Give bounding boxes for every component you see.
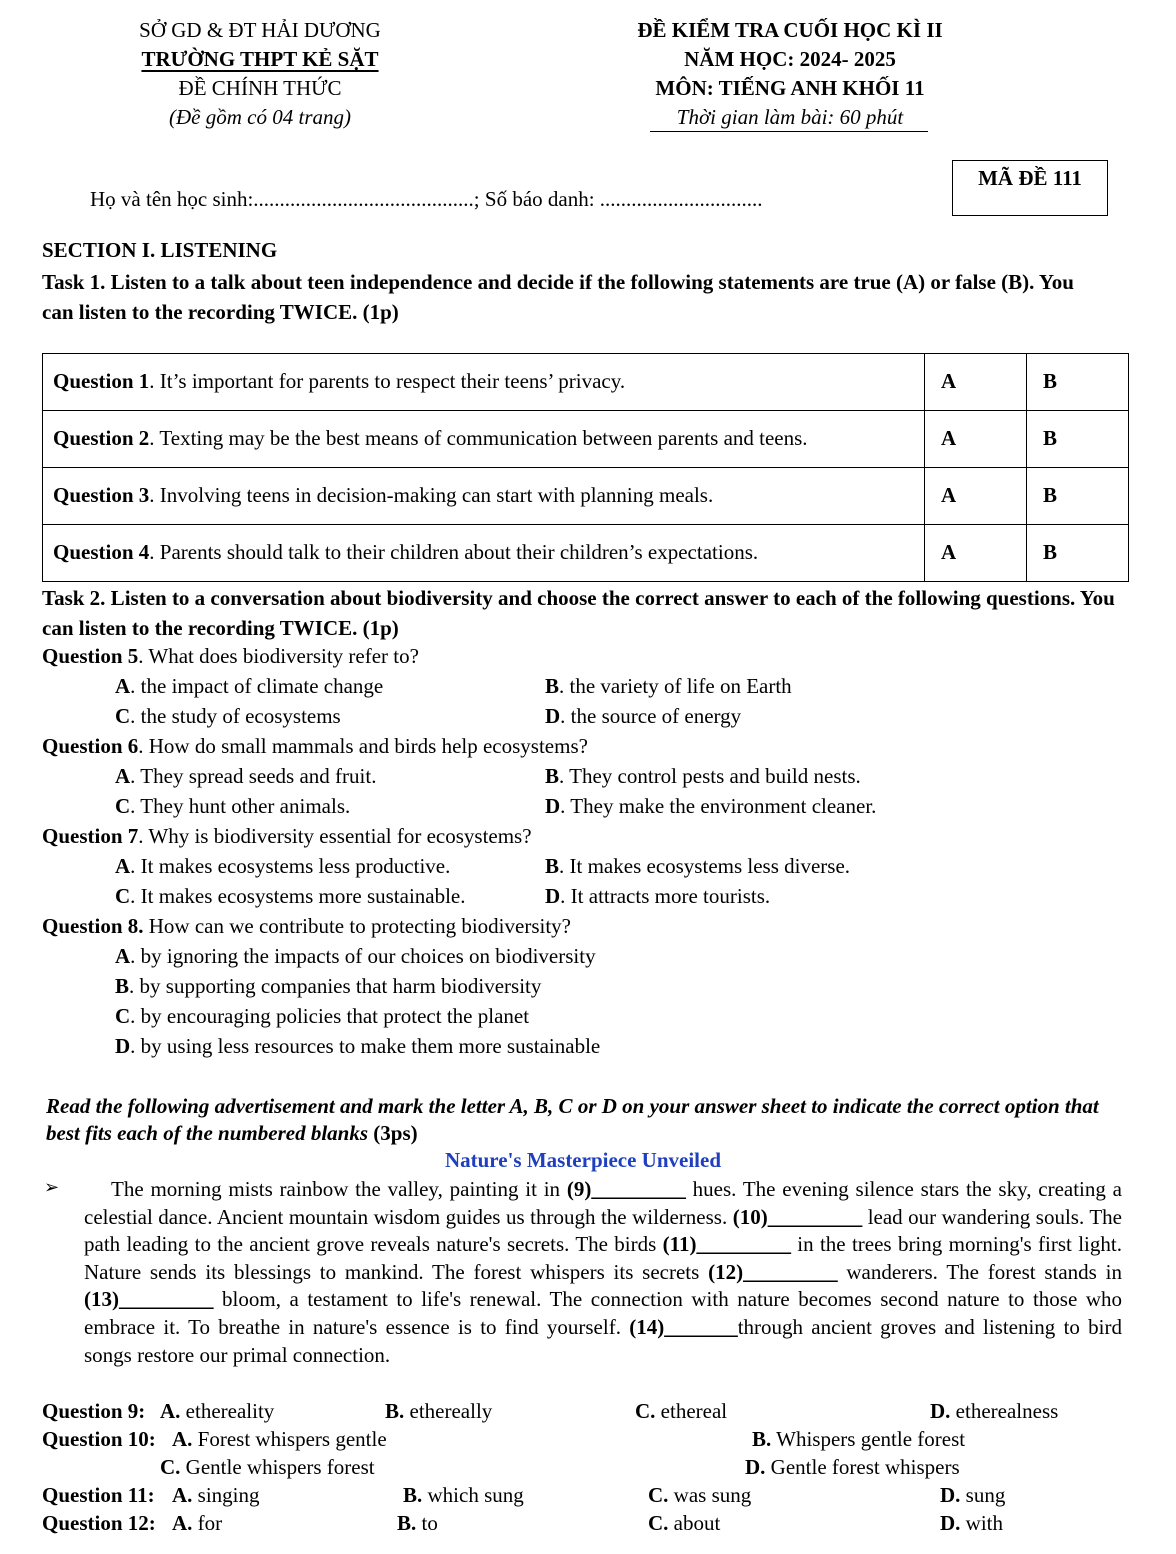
question-8: Question 8. How can we contribute to protecting biodiversity? <box>42 914 571 938</box>
blank-10[interactable]: (10)_________ <box>732 1204 863 1229</box>
q10-option-a[interactable]: A. Forest whispers gentle <box>172 1427 387 1451</box>
question-text: . It’s important for parents to respect their teens’ privacy. <box>149 369 626 394</box>
q6-option-b[interactable]: B. They control pests and build nests. <box>545 764 861 788</box>
department-name: SỞ GD & ĐT HẢI DƯƠNG <box>139 18 381 42</box>
table-row <box>43 354 1129 411</box>
question-label: Question 3 <box>53 483 150 508</box>
true-false-table <box>42 353 1129 582</box>
table-row <box>43 468 1129 525</box>
q7-option-b[interactable]: B. It makes ecosystems less diverse. <box>545 854 851 878</box>
bullet-arrow-icon: ➢ <box>44 1177 60 1198</box>
q11-option-a[interactable]: A. singing <box>172 1483 260 1507</box>
q10-option-c[interactable]: C. Gentle whispers forest <box>160 1455 375 1479</box>
school-header <box>90 16 430 132</box>
duration-underline <box>650 131 928 132</box>
question-label: Question 2 <box>53 426 150 451</box>
q8-option-d[interactable]: D. by using less resources to make them more sustainable <box>115 1034 601 1058</box>
option-a-cell[interactable]: A <box>925 525 1027 582</box>
q10-option-b[interactable]: B. Whispers gentle forest <box>752 1427 966 1451</box>
question-11-label: Question 11: <box>42 1483 155 1507</box>
question-10-label: Question 10: <box>42 1427 156 1451</box>
q5-option-b[interactable]: B. the variety of life on Earth <box>545 674 792 698</box>
subject: MÔN: TIẾNG ANH KHỐI 11 <box>655 76 925 100</box>
question-12-label: Question 12: <box>42 1511 156 1535</box>
q7-option-c[interactable]: C. It makes ecosystems more sustainable. <box>115 884 466 908</box>
option-b-cell[interactable]: B <box>1027 354 1129 411</box>
option-a-cell[interactable]: A <box>925 411 1027 468</box>
q5-option-c[interactable]: C. the study of ecosystems <box>115 704 341 728</box>
q5-option-d[interactable]: D. the source of energy <box>545 704 742 728</box>
section-title: SECTION I. LISTENING <box>42 238 278 262</box>
blank-14[interactable]: (14)_______ <box>629 1314 738 1339</box>
question-6: Question 6. How do small mammals and birds help ecosystems? <box>42 734 588 758</box>
q9-option-b[interactable]: B. ethereally <box>385 1399 493 1423</box>
q6-option-d[interactable]: D. They make the environment cleaner. <box>545 794 877 818</box>
advertisement-title: Nature's Masterpiece Unveiled <box>444 1148 722 1172</box>
q10-option-d[interactable]: D. Gentle forest whispers <box>745 1455 960 1479</box>
q9-option-a[interactable]: A. ethereality <box>160 1399 275 1423</box>
q12-option-d[interactable]: D. with <box>940 1511 1004 1535</box>
task2-instruction: Task 2. Listen to a conversation about biodiversity and choose the correct answer to each of the following questions. You can listen to the recording TWICE. (1p) <box>42 586 1115 640</box>
official-label: ĐỀ CHÍNH THỨC <box>178 76 342 100</box>
question-5: Question 5. What does biodiversity refer to? <box>42 644 419 668</box>
option-b-cell[interactable]: B <box>1027 411 1129 468</box>
blank-12[interactable]: (12)_________ <box>708 1259 838 1284</box>
option-b-cell[interactable]: B <box>1027 468 1129 525</box>
q12-option-b[interactable]: B. to <box>397 1511 438 1535</box>
q8-option-c[interactable]: C. by encouraging policies that protect the planet <box>115 1004 530 1028</box>
q12-option-a[interactable]: A. for <box>172 1511 223 1535</box>
q12-option-c[interactable]: C. about <box>648 1511 721 1535</box>
q11-option-d[interactable]: D. sung <box>940 1483 1006 1507</box>
question-7: Question 7. Why is biodiversity essential for ecosystems? <box>42 824 532 848</box>
q6-option-a[interactable]: A. They spread seeds and fruit. <box>115 764 377 788</box>
school-name: TRƯỜNG THPT KẺ SẶT <box>141 47 379 71</box>
question-text: . Parents should talk to their children about their children’s expectations. <box>149 540 759 565</box>
exam-title: ĐỀ KIỂM TRA CUỐI HỌC KÌ II <box>637 18 943 42</box>
page-count-note: (Đề gồm có 04 trang) <box>169 105 351 129</box>
school-year: NĂM HỌC: 2024- 2025 <box>684 47 896 71</box>
q11-option-c[interactable]: C. was sung <box>648 1483 752 1507</box>
q8-option-b[interactable]: B. by supporting companies that harm biodiversity <box>115 974 542 998</box>
q9-option-c[interactable]: C. ethereal <box>635 1399 728 1423</box>
table-row <box>43 525 1129 582</box>
blank-11[interactable]: (11)_________ <box>662 1232 791 1257</box>
question-9-label: Question 9: <box>42 1399 146 1423</box>
q9-option-d[interactable]: D. etherealness <box>930 1399 1059 1423</box>
exam-code-box: MÃ ĐỀ 111 <box>952 160 1108 216</box>
question-label: Question 1 <box>53 369 150 394</box>
exam-header <box>580 16 1000 132</box>
blank-13[interactable]: (13)_________ <box>84 1287 214 1312</box>
option-a-cell[interactable]: A <box>925 354 1027 411</box>
table-row <box>43 411 1129 468</box>
question-text: . Texting may be the best means of communication between parents and teens. <box>149 426 808 451</box>
q11-option-b[interactable]: B. which sung <box>403 1483 524 1507</box>
q6-option-c[interactable]: C. They hunt other animals. <box>115 794 351 818</box>
advertisement-paragraph: The morning mists rainbow the valley, painting it in (9)_________ hues. The evening silence stars the sky, creating a celestial dance. Ancient mountain wisdom guides us through the wilderness. (10)_________ lead our wandering souls. The path leading to the ancient grove reveals nature's secrets. The birds (11)_________ in the trees bring morning's first light. Nature sends its blessings to mankind. The forest whispers its secrets (12)_________ wanderers. The forest stands in (13)_________ bloom, a testament to life's renewal. The connection with nature becomes second nature to those who embrace it. To breathe in nature's essence is to find yourself. (14)_______through ancient groves and listening to bird songs restore our primal connection. <box>84 1177 1123 1367</box>
duration: Thời gian làm bài: 60 phút <box>676 105 904 129</box>
q8-option-a[interactable]: A. by ignoring the impacts of our choices on biodiversity <box>115 944 596 968</box>
q7-option-d[interactable]: D. It attracts more tourists. <box>545 884 771 908</box>
question-text: . Involving teens in decision-making can start with planning meals. <box>149 483 714 508</box>
reading-instruction: Read the following advertisement and mark the letter A, B, C or D on your answer sheet to indicate the correct option that best fits each of the numbered blanks (3ps) <box>46 1094 1099 1145</box>
q7-option-a[interactable]: A. It makes ecosystems less productive. <box>115 854 451 878</box>
q5-option-a[interactable]: A. the impact of climate change <box>115 674 384 698</box>
option-b-cell[interactable]: B <box>1027 525 1129 582</box>
task1-instruction: Task 1. Listen to a talk about teen independence and decide if the following statements are true (A) or false (B). You can listen to the recording TWICE. (1p) <box>42 270 1074 324</box>
question-label: Question 4 <box>53 540 150 565</box>
student-info-line: Họ và tên học sinh:..........................................; Số báo danh: ............................... <box>90 187 763 211</box>
blank-9[interactable]: (9)_________ <box>566 1177 686 1201</box>
option-a-cell[interactable]: A <box>925 468 1027 525</box>
